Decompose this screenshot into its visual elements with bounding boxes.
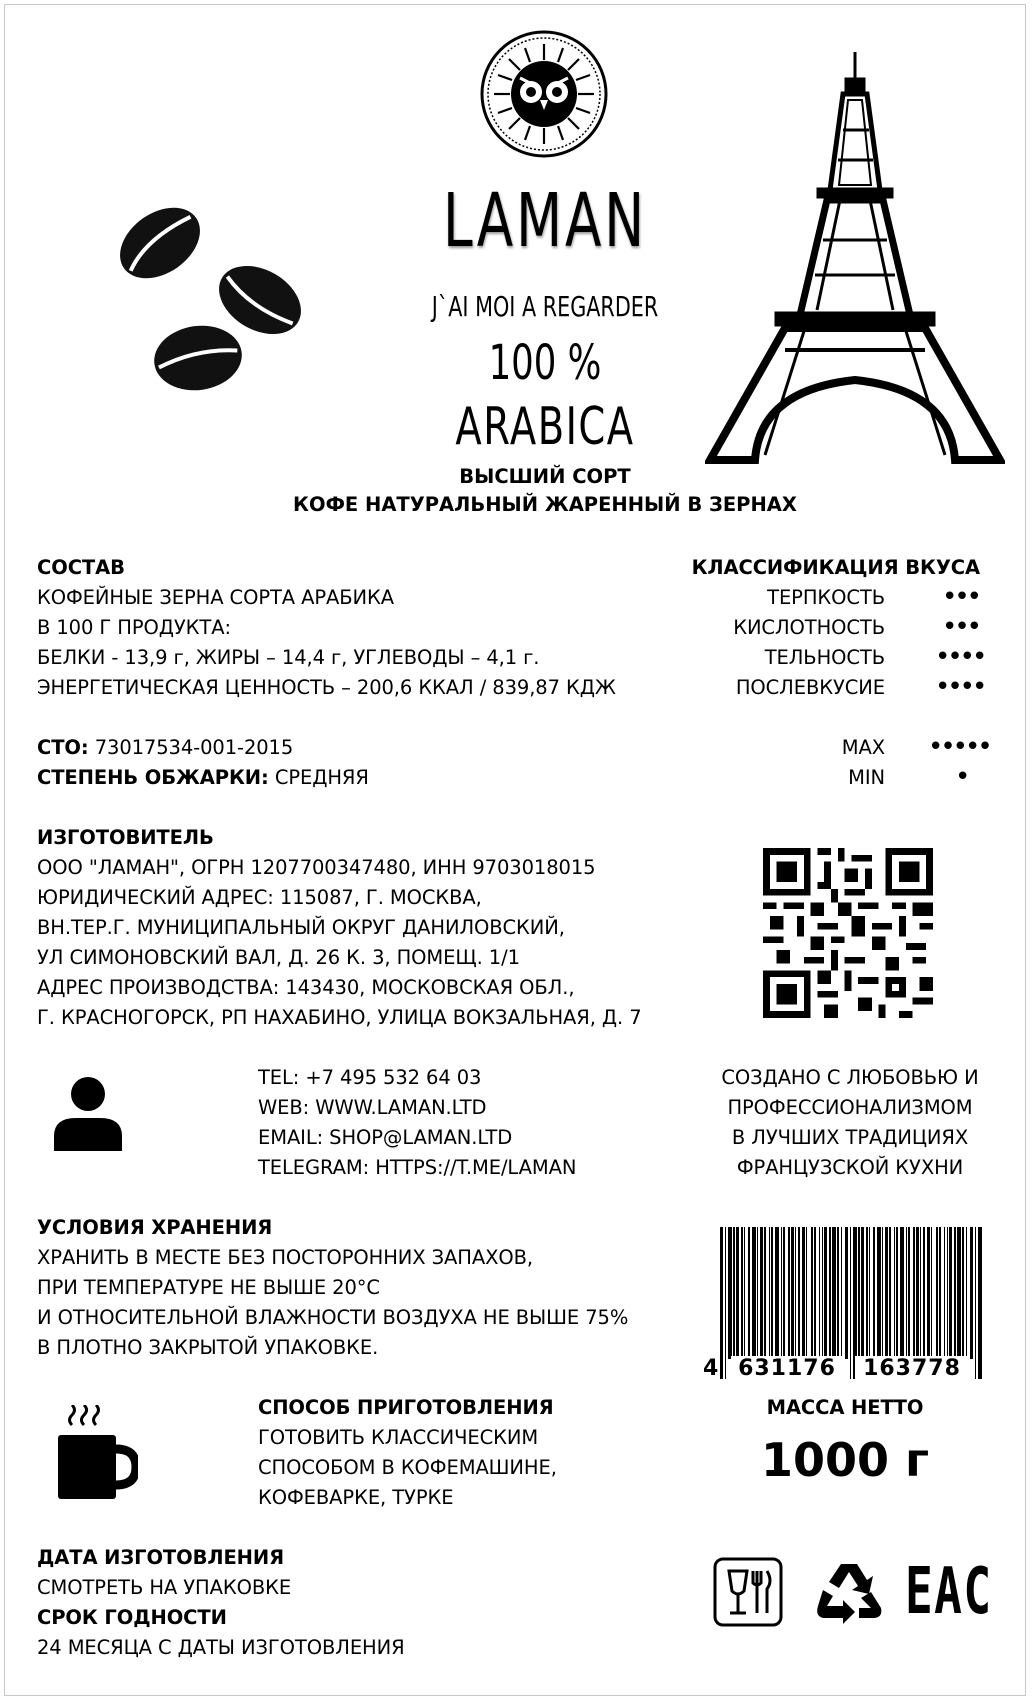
- barcode-bar: [795, 1227, 796, 1359]
- barcode-bar: [885, 1227, 888, 1359]
- barcode-bar: [748, 1227, 750, 1359]
- tagline-line: ПРОФЕССИОНАЛИЗМОМ: [727, 1096, 973, 1119]
- roast-label: СТЕПЕНЬ ОБЖАРКИ:: [37, 766, 269, 789]
- barcode-bar: [837, 1227, 839, 1359]
- composition-line: ЭНЕРГЕТИЧЕСКАЯ ЦЕННОСТЬ – 200,6 ККАЛ / 839,87 КДЖ: [37, 676, 616, 699]
- barcode-bar: [764, 1227, 766, 1359]
- owl-logo: [480, 30, 608, 158]
- tagline-line: В ЛУЧШИХ ТРАДИЦИЯХ: [731, 1126, 969, 1149]
- barcode-group-1: 631176: [731, 1356, 843, 1382]
- tagline-line: ФРАНЦУЗСКОЙ КУХНИ: [736, 1156, 964, 1179]
- coffee-beans-icon: [110, 195, 310, 400]
- barcode-bar: [896, 1227, 898, 1359]
- barcode-bar: [757, 1227, 758, 1359]
- preparation-line: КОФЕВАРКЕ, ТУРКЕ: [258, 1486, 454, 1509]
- barcode-bar: [923, 1227, 925, 1359]
- barcode-first-digit: 4: [703, 1356, 719, 1381]
- storage-line: В ПЛОТНО ЗАКРЫТОЙ УПАКОВКЕ.: [37, 1336, 379, 1359]
- manufacture-date-value: СМОТРЕТЬ НА УПАКОВКЕ: [37, 1576, 292, 1599]
- manufacturer-line: АДРЕС ПРОИЗВОДСТВА: 143430, МОСКОВСКАЯ ОБЛ.,: [37, 976, 575, 999]
- barcode-bar: [957, 1227, 961, 1359]
- barcode-bar: [798, 1227, 800, 1359]
- barcode-bar: [889, 1227, 891, 1359]
- storage-line: И ОТНОСИТЕЛЬНОЙ ВЛАЖНОСТИ ВОЗДУХА НЕ ВЫШЕ 75%: [37, 1306, 629, 1329]
- barcode-bar: [906, 1227, 907, 1359]
- recycle-icon: [815, 1560, 883, 1626]
- barcode-bar: [822, 1227, 823, 1359]
- barcode-bar: [975, 1227, 976, 1379]
- barcode-bar: [791, 1227, 794, 1359]
- percent: 100 %: [488, 335, 602, 391]
- barcode-bar: [944, 1227, 945, 1359]
- taste-dots: •••: [942, 582, 980, 612]
- barcode-bar: [744, 1227, 745, 1359]
- manufacturer-line: УЛ СИМОНОВСКИЙ ВАЛ, Д. 26 К. 3, ПОМЕЩ. 1/1: [37, 946, 520, 969]
- shelf-life-title: СРОК ГОДНОСТИ: [37, 1606, 227, 1629]
- barcode-bar: [850, 1227, 851, 1379]
- barcode-bar: [916, 1227, 919, 1359]
- taste-title: КЛАССИФИКАЦИЯ ВКУСА: [691, 556, 980, 579]
- coffee-cup-icon: [56, 1405, 138, 1501]
- taste-min-label: MIN: [848, 766, 885, 789]
- barcode-bar: [783, 1227, 785, 1359]
- barcode-bar: [760, 1227, 763, 1359]
- preparation-title: СПОСОБ ПРИГОТОВЛЕНИЯ: [258, 1396, 554, 1419]
- barcode-bar: [966, 1227, 967, 1359]
- contact-tel: TEL: +7 495 532 64 03: [258, 1066, 482, 1089]
- tagline-line: СОЗДАНО С ЛЮБОВЬЮ И: [721, 1066, 979, 1089]
- barcode-bar: [811, 1227, 813, 1359]
- person-icon: [52, 1076, 124, 1151]
- standard-row: [37, 733, 293, 763]
- barcode-bar: [894, 1227, 895, 1359]
- shelf-life-value: 24 МЕСЯЦА С ДАТЫ ИЗГОТОВЛЕНИЯ: [37, 1636, 405, 1659]
- barcode-bar: [949, 1227, 952, 1359]
- preparation-line: ГОТОВИТЬ КЛАССИЧЕСКИМ: [258, 1426, 539, 1449]
- preparation-line: СПОСОБОМ В КОФЕМАШИНЕ,: [258, 1456, 557, 1479]
- roast-row: [37, 763, 369, 793]
- barcode-bar: [781, 1227, 782, 1359]
- manufacturer-line: Г. КРАСНОГОРСК, РП НАХАБИНО, УЛИЦА ВОКЗАЛЬНАЯ, Д. 7: [37, 1006, 642, 1029]
- barcode-bar: [927, 1227, 930, 1359]
- brand-name: LAMAN: [442, 178, 648, 264]
- roast-value: СРЕДНЯЯ: [274, 766, 369, 789]
- barcode-bar: [947, 1227, 948, 1359]
- taste-label: ПОСЛЕВКУСИЕ: [735, 676, 885, 699]
- storage-line: ХРАНИТЬ В МЕСТЕ БЕЗ ПОСТОРОННИХ ЗАПАХОВ,: [37, 1246, 533, 1269]
- manufacturer-line: ООО "ЛАМАН", ОГРН 1207700347480, ИНН 9703018015: [37, 856, 596, 879]
- barcode-bar: [728, 1227, 732, 1359]
- barcode-bar: [736, 1227, 739, 1359]
- barcode-bar: [720, 1227, 723, 1379]
- taste-dots: •••: [942, 612, 980, 642]
- product-type: КОФЕ НАТУРАЛЬНЫЙ ЖАРЕННЫЙ В ЗЕРНАХ: [293, 493, 797, 516]
- barcode-bar: [814, 1227, 816, 1359]
- barcode-bar: [970, 1227, 973, 1359]
- contact-telegram: TELEGRAM: HTTPS://T.ME/LAMAN: [258, 1156, 577, 1179]
- barcode-bar: [900, 1227, 904, 1359]
- taste-label: ТЕЛЬНОСТЬ: [764, 646, 885, 669]
- barcode-bar: [845, 1227, 848, 1359]
- taste-max-dots: •••••: [928, 732, 990, 762]
- contact-email: EMAIL: SHOP@LAMAN.LTD: [258, 1126, 513, 1149]
- barcode-bar: [877, 1227, 881, 1359]
- manufacturer-line: ЮРИДИЧЕСКИЙ АДРЕС: 115087, Г. МОСКВА,: [37, 886, 482, 909]
- barcode-bar: [771, 1227, 773, 1359]
- slogan: J`AI MOI A REGARDER: [431, 290, 659, 323]
- barcode-bar: [913, 1227, 915, 1359]
- barcode-bar: [775, 1227, 779, 1359]
- barcode-bar: [725, 1227, 726, 1379]
- taste-min-dots: •: [955, 762, 968, 792]
- barcode-bar: [802, 1227, 805, 1359]
- contact-web: WEB: WWW.LAMAN.LTD: [258, 1096, 487, 1119]
- weight-label: МАССА НЕТТО: [766, 1396, 924, 1419]
- manufacturer-line: ВН.ТЕР.Г. МУНИЦИПАЛЬНЫЙ ОКРУГ ДАНИЛОВСКИЙ,: [37, 916, 565, 939]
- taste-label: ТЕРПКОСТЬ: [767, 586, 885, 609]
- composition-title: СОСТАВ: [37, 556, 125, 579]
- barcode-bar: [832, 1227, 836, 1359]
- barcode-bar: [829, 1227, 831, 1359]
- weight-value: 1000 г: [760, 1433, 930, 1487]
- barcode-bar: [939, 1227, 941, 1359]
- barcode-bar: [936, 1227, 938, 1359]
- barcode-bar: [752, 1227, 756, 1359]
- composition-line: КОФЕЙНЫЕ ЗЕРНА СОРТА АРАБИКА: [37, 586, 395, 609]
- composition-line: В 100 Г ПРОДУКТА:: [37, 616, 231, 639]
- food-safe-icon: [713, 1557, 783, 1627]
- barcode-bar: [858, 1227, 860, 1359]
- eac-mark: EAC: [905, 1555, 993, 1629]
- barcode-bar: [978, 1227, 982, 1379]
- barcode-bar: [920, 1227, 921, 1359]
- manufacturer-title: ИЗГОТОВИТЕЛЬ: [37, 826, 214, 849]
- standard-value: 73017534-001-2015: [94, 736, 294, 759]
- taste-max-label: MAX: [841, 736, 885, 759]
- manufacture-date-title: ДАТА ИЗГОТОВЛЕНИЯ: [37, 1546, 285, 1569]
- barcode-bar: [741, 1227, 743, 1359]
- variety: ARABICA: [455, 397, 635, 457]
- taste-dots: ••••: [935, 642, 985, 672]
- barcode-bar: [954, 1227, 956, 1359]
- barcode-bar: [873, 1227, 875, 1359]
- barcode-bar: [788, 1227, 790, 1359]
- barcode-bar: [908, 1227, 910, 1359]
- barcode-bar: [824, 1227, 827, 1359]
- barcode-bar: [869, 1227, 870, 1359]
- barcode-bar: [861, 1227, 864, 1359]
- barcode-group-2: 163778: [855, 1356, 969, 1382]
- barcode-bar: [931, 1227, 932, 1359]
- standard-label: СТО:: [37, 736, 89, 759]
- storage-title: УСЛОВИЯ ХРАНЕНИЯ: [37, 1216, 273, 1239]
- qr-code: [763, 848, 933, 1018]
- barcode-bar: [819, 1227, 820, 1359]
- grade: ВЫСШИЙ СОРТ: [459, 465, 631, 488]
- barcode-bar: [733, 1227, 735, 1359]
- eiffel-tower-icon: [705, 50, 1005, 480]
- barcode-bar: [806, 1227, 807, 1359]
- barcode-bar: [882, 1227, 883, 1359]
- barcode-bar: [841, 1227, 842, 1359]
- barcode-bar: [866, 1227, 868, 1359]
- taste-dots: ••••: [935, 672, 985, 702]
- barcode-bar: [769, 1227, 770, 1359]
- barcode-bar: [962, 1227, 964, 1359]
- composition-line: БЕЛКИ - 13,9 г, ЖИРЫ – 14,4 г, УГЛЕВОДЫ – 4,1 г.: [37, 646, 540, 669]
- taste-label: КИСЛОТНОСТЬ: [733, 616, 885, 639]
- storage-line: ПРИ ТЕМПЕРАТУРЕ НЕ ВЫШЕ 20°С: [37, 1276, 380, 1299]
